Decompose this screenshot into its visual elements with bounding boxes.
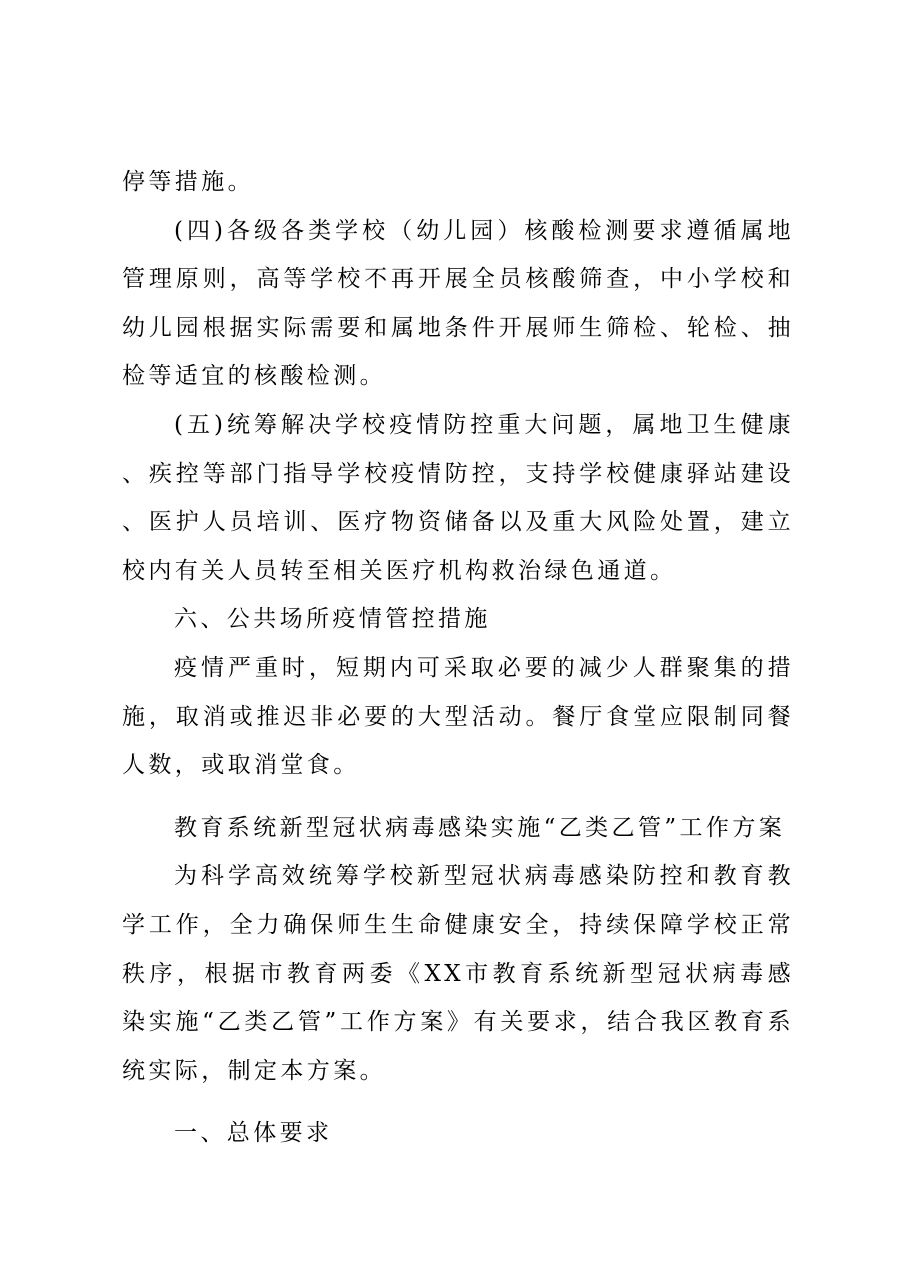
section-heading-public-places: 六、公共场所疫情管控措施 xyxy=(174,606,491,633)
paragraph-continuation: 停等措施。 xyxy=(122,169,254,195)
paragraph-coordination: (五)统筹解决学校疫情防控重大问题，属地卫生健康、疾控等部门指导学校疫情防控，支持学校健康驿站建设、医护人员培训、医疗物资储备以及重大风险处置，建立校内有关人员转至相关医疗机构救治绿色通道。 xyxy=(122,411,794,584)
document-body xyxy=(122,158,794,1158)
document-title: 教育系统新型冠状病毒感染实施“乙类乙管”工作方案 xyxy=(174,814,786,841)
paragraph-public-places-measures: 疫情严重时，短期内可采取必要的减少人群聚集的措施，取消或推迟非必要的大型活动。餐厅食堂应限制同餐人数，或取消堂食。 xyxy=(122,654,794,779)
section-heading-general-requirements: 一、总体要求 xyxy=(174,1120,333,1147)
paragraph-school-nucleic-testing: (四)各级各类学校（幼儿园）核酸检测要求遵循属地管理原则，高等学校不再开展全员核酸筛查，中小学校和幼儿园根据实际需要和属地条件开展师生筛检、轮检、抽检等适宜的核酸检测。 xyxy=(122,217,794,390)
paragraph-introduction: 为科学高效统筹学校新型冠状病毒感染防控和教育教学工作，全力确保师生生命健康安全，持续保障学校正常秩序，根据市教育两委《XX市教育系统新型冠状病毒感染实施“乙类乙管”工作方案》有关要求，结合我区教育系统实际，制定本方案。 xyxy=(122,863,794,1084)
